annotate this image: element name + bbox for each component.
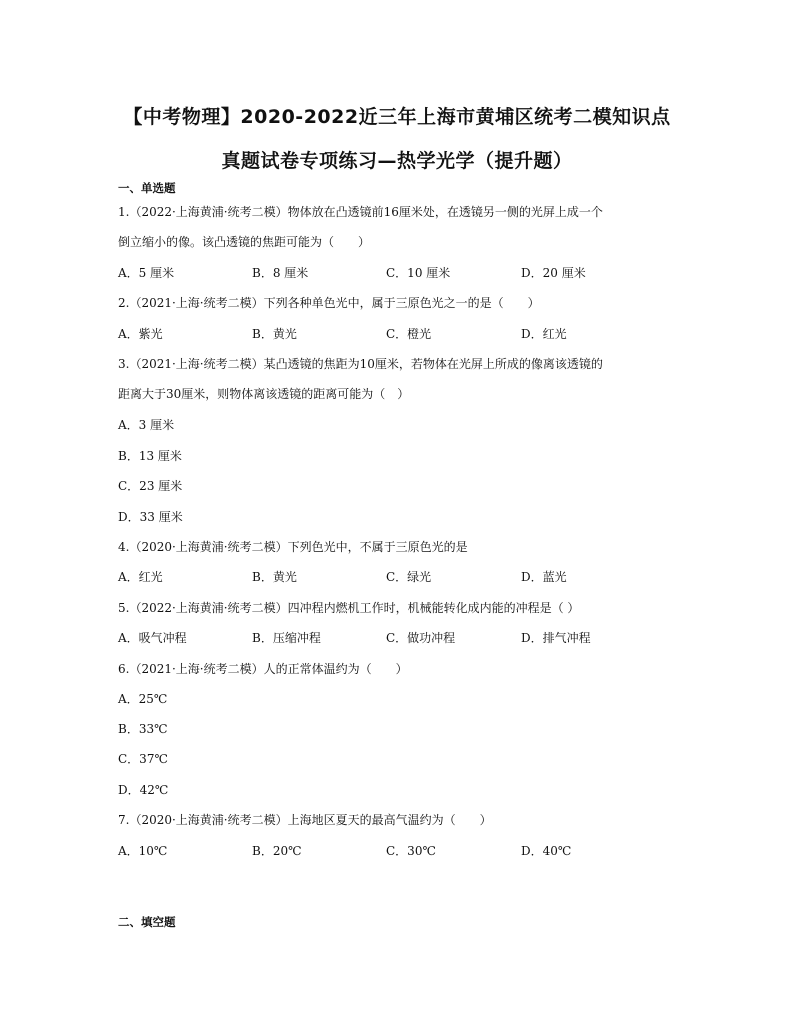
question-6-option-c[interactable]: C．37℃ — [118, 752, 168, 766]
question-3-option-b[interactable]: B．13 厘米 — [118, 449, 182, 463]
question-5-stem-line-1: 5.（2022·上海黄浦·统考二模）四冲程内燃机工作时，机械能转化成内能的冲程是（ ） — [118, 601, 580, 615]
question-4-option-d[interactable]: D．蓝光 — [521, 570, 567, 584]
question-5-option-a[interactable]: A．吸气冲程 — [118, 631, 187, 645]
question-7-option-a[interactable]: A．10℃ — [118, 844, 168, 858]
question-4-option-a[interactable]: A．红光 — [118, 570, 163, 584]
question-7-options — [118, 842, 718, 858]
question-4-options — [118, 568, 718, 584]
question-3-stem-line-1: 3.（2021·上海·统考二模）某凸透镜的焦距为10厘米，若物体在光屏上所成的像离该透镜的 — [118, 357, 603, 371]
question-3-option-a[interactable]: A．3 厘米 — [118, 418, 175, 432]
question-5-option-b[interactable]: B．压缩冲程 — [252, 631, 321, 645]
question-1-stem-line-1: 1.（2022·上海黄浦·统考二模）物体放在凸透镜前16厘米处，在透镜另一侧的光屏上成一个 — [118, 205, 603, 219]
question-3-stem-line-2: 距离大于30厘米，则物体离该透镜的距离可能为（ ） — [118, 387, 410, 401]
question-3-option-d[interactable]: D．33 厘米 — [118, 510, 183, 524]
question-4-option-c[interactable]: C．绿光 — [386, 570, 432, 584]
question-2-option-d[interactable]: D．红光 — [521, 327, 567, 341]
question-1-option-a[interactable]: A．5 厘米 — [118, 266, 175, 280]
question-5-options — [118, 629, 718, 645]
question-4-option-b[interactable]: B．黄光 — [252, 570, 297, 584]
question-2-option-c[interactable]: C．橙光 — [386, 327, 432, 341]
question-1-options — [118, 264, 718, 280]
question-6-stem-line-1: 6.（2021·上海·统考二模）人的正常体温约为（ ） — [118, 662, 408, 676]
question-1-option-d[interactable]: D．20 厘米 — [521, 266, 586, 280]
question-5-option-d[interactable]: D．排气冲程 — [521, 631, 591, 645]
question-6-option-a[interactable]: A．25℃ — [118, 692, 168, 706]
question-1-option-c[interactable]: C．10 厘米 — [386, 266, 451, 280]
section-heading-fill-blank: 二、填空题 — [118, 915, 176, 929]
question-6-option-d[interactable]: D．42℃ — [118, 783, 169, 797]
section-heading-single-choice: 一、单选题 — [118, 181, 176, 195]
document-title-line-1: 【中考物理】2020-2022近三年上海市黄埔区统考二模知识点 — [123, 106, 671, 128]
document-title-line-2: 真题试卷专项练习—热学光学（提升题） — [221, 150, 573, 172]
question-4-stem-line-1: 4.（2020·上海黄浦·统考二模）下列色光中，不属于三原色光的是 — [118, 540, 468, 554]
question-7-option-b[interactable]: B．20℃ — [252, 844, 302, 858]
question-2-option-b[interactable]: B．黄光 — [252, 327, 297, 341]
question-7-stem-line-1: 7.（2020·上海黄浦·统考二模）上海地区夏天的最高气温约为（ ） — [118, 813, 492, 827]
question-7-option-d[interactable]: D．40℃ — [521, 844, 572, 858]
question-5-option-c[interactable]: C．做功冲程 — [386, 631, 456, 645]
question-7-option-c[interactable]: C．30℃ — [386, 844, 436, 858]
question-3-option-c[interactable]: C．23 厘米 — [118, 479, 183, 493]
question-2-stem-line-1: 2.（2021·上海·统考二模）下列各种单色光中，属于三原色光之一的是（ ） — [118, 296, 540, 310]
question-1-option-b[interactable]: B．8 厘米 — [252, 266, 309, 280]
question-2-option-a[interactable]: A．紫光 — [118, 327, 163, 341]
question-6-option-b[interactable]: B．33℃ — [118, 722, 168, 736]
question-2-options — [118, 325, 718, 341]
question-1-stem-line-2: 倒立缩小的像。该凸透镜的焦距可能为（ ） — [118, 235, 371, 249]
